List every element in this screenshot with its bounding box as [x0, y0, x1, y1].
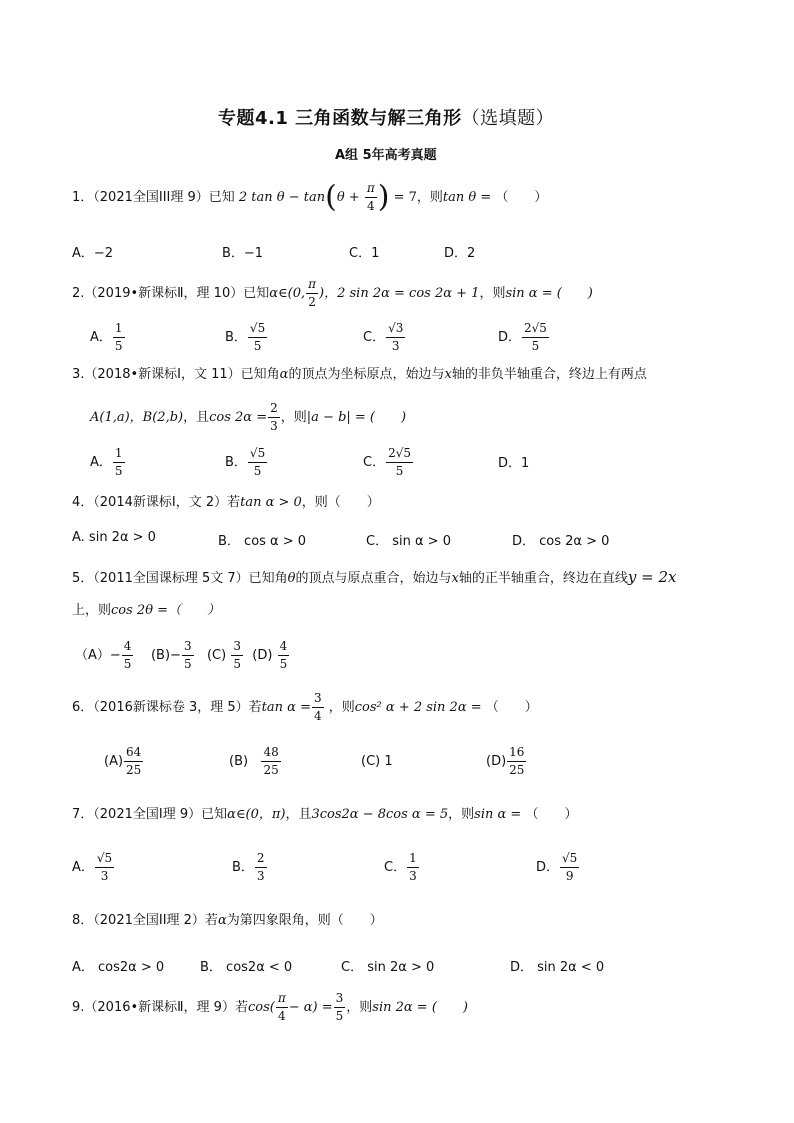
q3-option-c — [363, 445, 414, 480]
q1-left-paren: ( — [325, 179, 337, 215]
q4-option-a: A. sin 2α > 0 — [72, 530, 156, 545]
q3-alpha: α — [279, 367, 289, 382]
q2-option-b-num: √5 — [248, 320, 267, 338]
q1-target: tan θ = — [442, 190, 492, 205]
q8-text: 为第四象限角，则（ ） — [226, 913, 383, 928]
q6-condition: tan α = — [261, 700, 311, 715]
q7-option-d-num: √5 — [560, 850, 579, 868]
q6-option-d — [486, 744, 527, 779]
q6-three-fourths — [312, 690, 324, 725]
q5-option-a-num: 4 — [122, 638, 134, 656]
q1-option-d: D．2 — [444, 246, 476, 261]
q3-option-c-label: C． — [363, 455, 386, 470]
q7-blank: （ ） — [525, 807, 578, 822]
q5-x: x — [451, 571, 459, 586]
q3-option-a-num: 1 — [113, 445, 125, 463]
q3-option-c-num: 2√5 — [386, 445, 413, 463]
q1-source: 1．（2021全国III理 9）已知 — [72, 190, 235, 205]
title-main: 专题4.1 三角函数与解三角形 — [218, 108, 462, 129]
q7-option-c-label: C． — [384, 860, 407, 875]
q7-option-a-label: A． — [72, 860, 94, 875]
q1-fraction — [365, 180, 377, 215]
q6-option-a-label: (A) — [104, 754, 124, 769]
q9-minus: − α) = — [288, 1000, 333, 1015]
q1-eq: = 7 — [393, 190, 417, 205]
q2-close: )， — [319, 286, 338, 301]
q5-option-b-den: 5 — [183, 657, 192, 671]
question-6 — [72, 690, 538, 725]
q4-ask: ，则（ ） — [301, 495, 380, 510]
q2-option-c-num: √3 — [386, 320, 405, 338]
q2-pi-half — [306, 276, 318, 311]
q3-text2: 轴的非负半轴重合，终边上有两点 — [451, 367, 647, 382]
question-3 — [72, 366, 647, 384]
q3-option-a-den: 5 — [114, 464, 123, 478]
q2-target: sin α = ( ) — [505, 286, 593, 301]
q7-and: ，且 — [285, 807, 312, 822]
q7-target: sin α = — [474, 807, 522, 822]
q7-option-c-den: 3 — [409, 869, 417, 883]
q5-option-d-num: 4 — [278, 638, 290, 656]
q3-option-a — [90, 445, 126, 480]
question-2 — [72, 276, 593, 311]
q8-option-b: B． cos2α < 0 — [200, 960, 293, 975]
q3-two-thirds — [268, 400, 280, 435]
q8-source: 8．（2021全国II理 2）若 — [72, 913, 218, 928]
question-5 — [72, 568, 676, 588]
q3-option-d: D．1 — [498, 456, 530, 471]
q6-option-b-num: 48 — [261, 744, 280, 762]
q6-option-a — [104, 744, 144, 779]
q6-target: cos² α + 2 sin 2α = — [354, 700, 482, 715]
q8-alpha: α — [217, 913, 227, 928]
question-3-line2 — [90, 400, 406, 435]
q2-option-c — [363, 320, 406, 355]
q5-source: 5．（2011全国课标理 5文 7）已知角 — [72, 571, 288, 586]
q6-source: 6．（2016新课标卷 3，理 5）若 — [72, 700, 262, 715]
q7-condition: α∈(0，π) — [227, 807, 286, 822]
q1-option-a: A．−2 — [72, 246, 114, 261]
q2-two: 2 — [308, 295, 316, 309]
q2-option-d — [498, 320, 550, 355]
q5-options — [75, 638, 290, 673]
q3-x: x — [444, 367, 452, 382]
q3-option-b-label: B． — [225, 455, 247, 470]
q7-ask: ，则 — [448, 807, 475, 822]
q7-option-b-num: 2 — [255, 850, 267, 868]
q2-condition: 2 sin 2α = cos 2α + 1 — [337, 286, 480, 301]
q7-equation: 3cos2α − 8cos α = 5 — [311, 807, 449, 822]
q5-target: cos 2θ =（ ） — [111, 603, 221, 618]
q1-ask: ，则 — [416, 190, 443, 205]
q5-option-c-den: 5 — [233, 657, 241, 671]
q1-frac-den: 4 — [366, 199, 375, 213]
question-4 — [72, 494, 380, 512]
q1-option-c: C．1 — [349, 246, 380, 261]
q5-option-a-label: （A）− — [75, 648, 121, 663]
question-5-line2 — [72, 602, 220, 620]
q6-option-d-num: 16 — [507, 744, 526, 762]
q7-option-a-den: 3 — [100, 869, 109, 883]
q7-option-c-num: 1 — [407, 850, 419, 868]
q5-option-b-label: (B)− — [150, 648, 181, 663]
q5-text2: 轴的正半轴重合，终边在直线 — [458, 571, 628, 586]
q3-ask: ，则 — [280, 410, 307, 425]
q3-option-b — [225, 445, 268, 480]
q3-option-b-den: 5 — [253, 464, 262, 478]
title-paren: （选填题） — [461, 108, 555, 129]
question-9 — [72, 990, 468, 1025]
q3-and: ，且 — [183, 410, 210, 425]
q1-expr: 2 tan θ − tan — [238, 190, 326, 205]
q9-ask: ，则 — [346, 1000, 373, 1015]
q4-option-d: D． cos 2α > 0 — [512, 534, 610, 549]
q2-option-b-label: B． — [225, 330, 247, 345]
q2-ask: ，则 — [479, 286, 506, 301]
q5-option-d-den: 5 — [279, 657, 288, 671]
q7-option-b — [232, 850, 268, 885]
question-1 — [72, 180, 547, 215]
q1-option-b: B．−1 — [222, 246, 264, 261]
q6-option-b — [229, 744, 282, 779]
q7-option-a — [72, 850, 115, 885]
q7-option-d-den: 9 — [565, 869, 574, 883]
q5-line2: 上，则 — [72, 603, 112, 618]
q3-den: 3 — [270, 419, 278, 433]
q3-source: 3.（2018•新课标Ⅰ，文 11）已知角 — [72, 367, 280, 382]
q7-option-c — [384, 850, 420, 885]
q5-option-b-num: 3 — [182, 638, 194, 656]
question-8 — [72, 912, 383, 930]
q7-option-b-den: 3 — [256, 869, 265, 883]
q3-text1: 的顶点为坐标原点，始边与 — [288, 367, 445, 382]
q9-pi-quarter — [276, 990, 288, 1025]
q6-ask: ，则 — [328, 700, 355, 715]
q9-den: 5 — [335, 1009, 344, 1023]
q2-option-d-label: D． — [498, 330, 522, 345]
q6-option-d-label: (D) — [486, 754, 507, 769]
q4-source: 4．（2014新课标Ⅰ，文 2）若 — [72, 495, 241, 510]
q2-option-d-den: 5 — [531, 339, 540, 353]
q9-pi: π — [276, 990, 288, 1008]
q7-source: 7．（2021全国I理 9）已知 — [72, 807, 228, 822]
q2-option-b — [225, 320, 268, 355]
q2-domain: α∈(0, — [269, 286, 306, 301]
q6-option-c: (C) 1 — [361, 754, 393, 769]
q5-option-c-label: (C) — [206, 648, 227, 663]
q5-option-d-label: (D) — [252, 648, 273, 663]
q3-option-a-label: A． — [90, 455, 112, 470]
q6-den: 4 — [313, 709, 322, 723]
page-title — [218, 104, 554, 130]
q1-theta: θ + — [336, 190, 360, 205]
section-subtitle: A组 5年高考真题 — [335, 148, 437, 163]
q3-target: |a − b| = ( ) — [306, 410, 407, 425]
q3-option-b-num: √5 — [248, 445, 267, 463]
q2-source: 2.（2019•新课标Ⅱ，理 10）已知 — [72, 286, 270, 301]
q2-option-d-num: 2√5 — [522, 320, 549, 338]
q6-option-a-den: 25 — [126, 763, 142, 777]
q3-points: A(1,a)，B(2,b) — [90, 410, 184, 425]
q2-option-a-num: 1 — [113, 320, 125, 338]
q5-option-c-num: 3 — [231, 638, 243, 656]
q6-num: 3 — [312, 690, 324, 708]
q9-cos: cos( — [247, 1000, 275, 1015]
q6-option-b-label: (B) — [229, 754, 249, 769]
q1-right-paren: ) — [377, 179, 390, 215]
q2-option-c-label: C． — [363, 330, 386, 345]
q5-text1: 的顶点与原点重合，始边与 — [295, 571, 452, 586]
question-7 — [72, 806, 577, 824]
q2-pi: π — [306, 276, 318, 294]
q6-option-a-num: 64 — [124, 744, 143, 762]
q9-num: 3 — [334, 990, 346, 1008]
q2-option-c-den: 3 — [391, 339, 400, 353]
q7-option-a-num: √5 — [95, 850, 114, 868]
q1-frac-num: π — [365, 180, 377, 198]
q7-option-d-label: D． — [536, 860, 560, 875]
q2-option-b-den: 5 — [253, 339, 262, 353]
q9-three-fifths — [334, 990, 346, 1025]
q5-theta: θ — [287, 571, 296, 586]
q3-num: 2 — [268, 400, 280, 418]
q6-option-d-den: 25 — [509, 763, 525, 777]
q4-option-b: B． cos α > 0 — [218, 534, 307, 549]
q5-option-a-den: 5 — [123, 657, 132, 671]
q6-blank: （ ） — [485, 700, 538, 715]
q8-option-c: C． sin 2α > 0 — [341, 960, 435, 975]
q2-option-a-den: 5 — [114, 339, 123, 353]
q3-option-c-den: 5 — [395, 464, 404, 478]
q4-condition: tan α > 0 — [240, 495, 302, 510]
q4-option-c: C． sin α > 0 — [366, 534, 451, 549]
q7-option-b-label: B． — [232, 860, 254, 875]
q1-blank: （ ） — [495, 190, 548, 205]
q8-option-a: A． cos2α > 0 — [72, 960, 165, 975]
q9-four: 4 — [277, 1009, 286, 1023]
q2-option-a — [90, 320, 126, 355]
q2-option-a-label: A． — [90, 330, 112, 345]
q8-option-d: D． sin 2α < 0 — [510, 960, 605, 975]
q9-source: 9.（2016•新课标Ⅱ，理 9）若 — [72, 1000, 248, 1015]
q5-line: y = 2x — [627, 568, 677, 586]
q7-option-d — [536, 850, 580, 885]
q9-target: sin 2α = ( ) — [372, 1000, 468, 1015]
q3-condition: cos 2α = — [209, 410, 268, 425]
q6-option-b-den: 25 — [263, 763, 279, 777]
